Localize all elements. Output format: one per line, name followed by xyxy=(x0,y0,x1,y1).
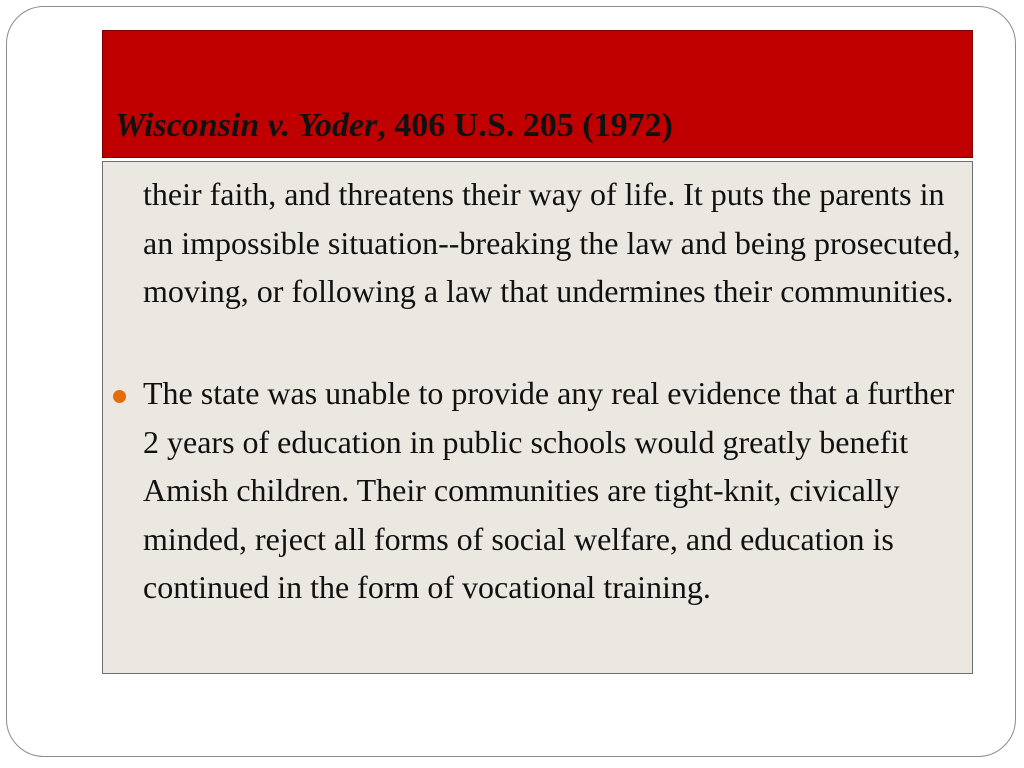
case-citation: , 406 U.S. 205 (1972) xyxy=(377,107,673,144)
continued-paragraph: their faith, and threatens their way of life. It puts the parents in an impossible situation--breaking the law and being prosecuted, moving, or following a law that undermines their communities. xyxy=(143,176,961,309)
bullet-paragraph: The state was unable to provide any real evidence that a further 2 years of education in public schools would greatly benefit Amish children. Their communities are tight-knit, civically minded, reject all forms of social welfare, and education is continued in the form of vocational training. xyxy=(143,375,955,605)
content-box xyxy=(102,161,973,674)
slide-title xyxy=(115,109,673,143)
case-name: Wisconsin v. Yoder xyxy=(115,107,378,144)
title-bar xyxy=(102,30,973,158)
bullet-dot-icon xyxy=(113,390,126,403)
